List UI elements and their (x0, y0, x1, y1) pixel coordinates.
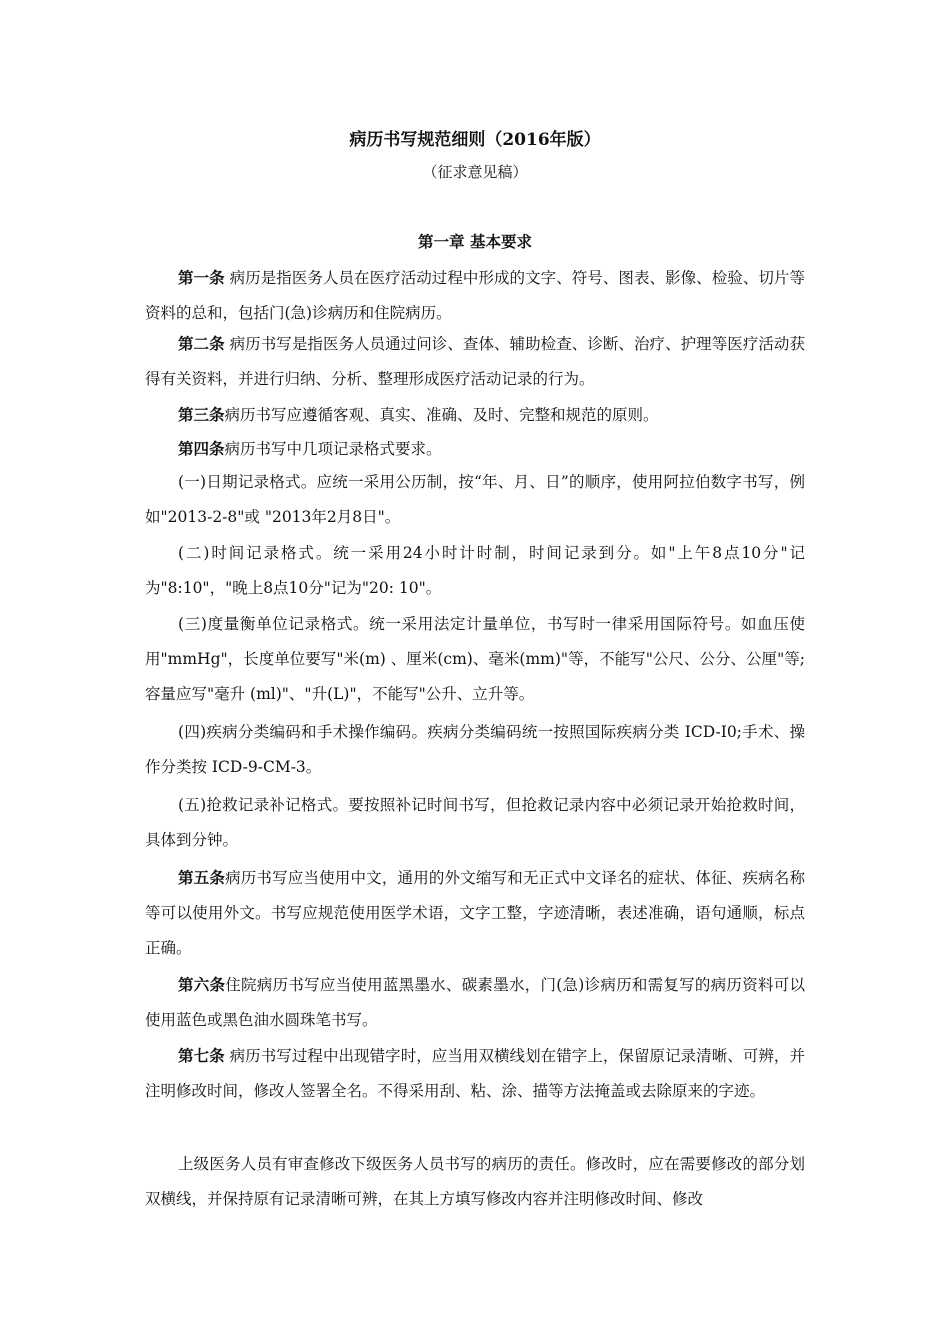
article-2 (145, 326, 805, 397)
article-label: 第四条 (178, 439, 225, 458)
article-3 (145, 397, 805, 433)
article-text: 病历是指医务人员在医疗活动过程中形成的文字、符号、图表、影像、检验、切片等资料的总和，包括门(急)诊病历和住院病历。 (145, 269, 805, 322)
article-7 (145, 1038, 805, 1109)
article-label: 第三条 (178, 405, 225, 424)
item-4: (四)疾病分类编码和手术操作编码。疾病分类编码统一按照国际疾病分类 ICD-I0;手术、操作分类按 ICD-9-CM-3。 (145, 723, 805, 776)
article-1 (145, 260, 805, 331)
chapter-heading: 第一章 基本要求 (418, 232, 532, 251)
article-text: 病历书写应当使用中文，通用的外文缩写和无正式中文译名的症状、体征、疾病名称等可以使用外文。书写应规范使用医学术语，文字工整，字迹清晰，表述准确，语句通顺，标点正确。 (145, 869, 805, 957)
item-3: (三)度量衡单位记录格式。统一采用法定计量单位，书写时一律采用国际符号。如血压使用"mmHg"，长度单位要写"米(m) 、厘米(cm)、毫米(mm)"等，不能写"公尺、公分、公厘"等;容量应写"毫升 (ml)"、"升(L)"，不能写"公升、立升等。 (145, 615, 805, 703)
article-text: 病历书写过程中出现错字时，应当用双横线划在错字上，保留原记录清晰、可辨，并注明修改时间，修改人签署全名。不得采用刮、粘、涂、描等方法掩盖或去除原来的字迹。 (145, 1047, 805, 1100)
document-title: 病历书写规范细则（2016年版） (349, 130, 601, 150)
article-label: 第五条 (178, 868, 226, 887)
article-label: 第二条 (178, 334, 225, 353)
article-label: 第一条 (178, 268, 225, 287)
article-text: 住院病历书写应当使用蓝黑墨水、碳素墨水，门(急)诊病历和需复写的病历资料可以使用蓝色或黑色油水圆珠笔书写。 (145, 976, 805, 1029)
article-text: 病历书写是指医务人员通过问诊、查体、辅助检查、诊断、治疗、护理等医疗活动获得有关资料，并进行归纳、分析、整理形成医疗活动记录的行为。 (145, 335, 805, 388)
document-subtitle: （征求意见稿） (422, 163, 528, 181)
article-text: 病历书写中几项记录格式要求。 (224, 440, 442, 458)
closing-paragraph: 上级医务人员有审查修改下级医务人员书写的病历的责任。修改时，应在需要修改的部分划双横线，并保持原有记录清晰可辨，在其上方填写修改内容并注明修改时间、修改 (145, 1155, 805, 1208)
item-2: (二)时间记录格式。统一采用24小时计时制，时间记录到分。如"上午8点10分"记为"8:10"，"晚上8点10分"记为"20: 10"。 (145, 544, 805, 597)
item-5: (五)抢救记录补记格式。要按照补记时间书写，但抢救记录内容中必须记录开始抢救时间，具体到分钟。 (145, 796, 805, 849)
article-4 (145, 431, 805, 467)
article-label: 第七条 (178, 1046, 225, 1065)
article-text: 病历书写应遵循客观、真实、准确、及时、完整和规范的原则。 (224, 406, 659, 424)
article-6 (145, 967, 805, 1038)
article-5 (145, 860, 805, 966)
article-label: 第六条 (178, 975, 226, 994)
item-1: (一)日期记录格式。应统一采用公历制，按“年、月、日”的顺序，使用阿拉伯数字书写，例如"2013-2-8"或 "2013年2月8日"。 (145, 473, 805, 526)
